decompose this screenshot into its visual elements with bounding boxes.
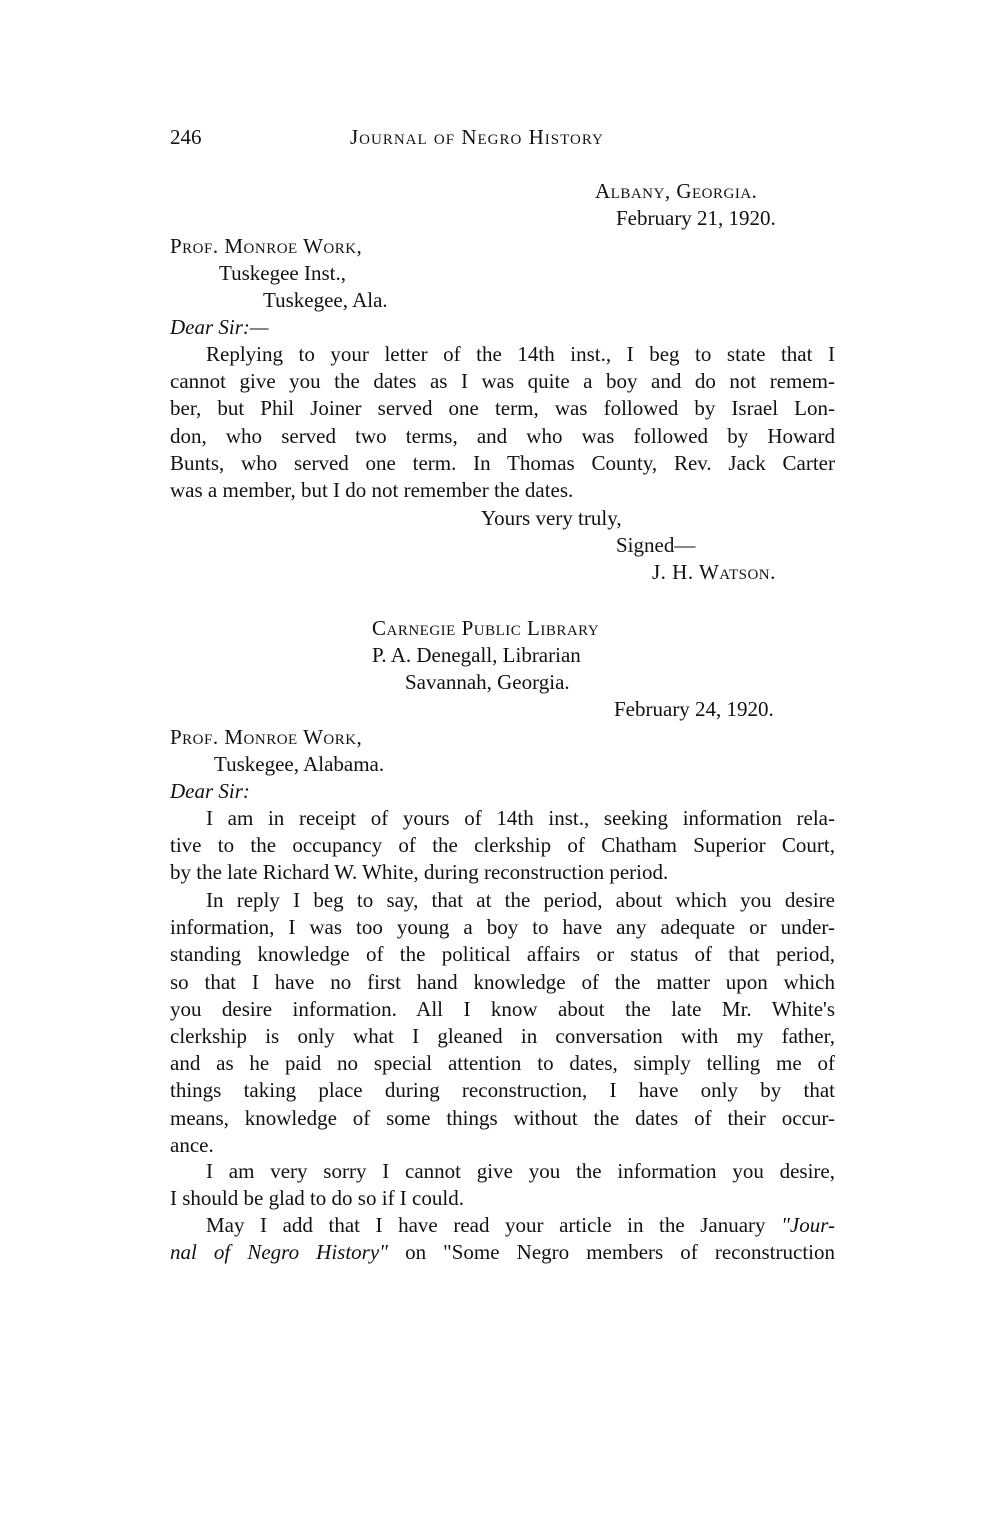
letter1-addressee-name: Prof. Monroe Work, bbox=[170, 234, 363, 258]
letter2-para1-line: tive to the occupancy of the clerkship of Chatham Superior Court, bbox=[170, 833, 835, 858]
running-title: Journal of Negro History bbox=[350, 125, 604, 149]
letter1-body-line: was a member, but I do not remember the dates. bbox=[170, 477, 574, 502]
letter2-para2-line: clerkship is only what I gleaned in conversation with my father, bbox=[170, 1023, 835, 1048]
letter2-paragraph-2 bbox=[170, 887, 835, 1159]
letter2-para4-line bbox=[170, 1212, 835, 1239]
letter2-para2-line: you desire information. All I know about the late Mr. White's bbox=[170, 996, 835, 1021]
letter2-addressee-name: Prof. Monroe Work, bbox=[170, 725, 363, 749]
letter1-body-line: Bunts, who served one term. In Thomas County, Rev. Jack Carter bbox=[170, 450, 835, 475]
letter2-letterhead-name: P. A. Denegall, Librarian bbox=[372, 643, 581, 667]
letter2-addressee-line2: Tuskegee, Alabama. bbox=[214, 752, 385, 776]
letter2-para1-line: by the late Richard W. White, during reconstruction period. bbox=[170, 860, 669, 885]
letter2-para2-line: ance. bbox=[170, 1132, 214, 1157]
letter1-body-line: Replying to your letter of the 14th inst., I beg to state that I bbox=[206, 342, 835, 366]
letter1-addressee-line3: Tuskegee, Ala. bbox=[263, 288, 388, 312]
letter1-closing: Yours very truly, bbox=[481, 506, 622, 530]
letter1-body bbox=[170, 341, 835, 504]
letter2-para2-line: standing knowledge of the political affairs or status of that period, bbox=[170, 942, 835, 967]
letter1-place: Albany, Georgia. bbox=[595, 179, 758, 203]
para4-line2-text: on "Some Negro members of reconstruction bbox=[387, 1240, 835, 1265]
letter2-para1-line: I am in receipt of yours of 14th inst., seeking information rela- bbox=[206, 806, 835, 830]
para4-line2-italic: nal of Negro History" bbox=[170, 1240, 388, 1265]
letter1-body-line: cannot give you the dates as I was quite a boy and do not remem- bbox=[170, 369, 835, 394]
para4-line1-text: May I add that I have read your article in the January bbox=[206, 1213, 782, 1237]
letter2-para2-line: and as he paid no special attention to dates, simply telling me of bbox=[170, 1051, 835, 1076]
letter2-paragraph-1 bbox=[170, 805, 835, 887]
letter2-para3-line: I should be glad to do so if I could. bbox=[170, 1186, 464, 1211]
letter1-addressee-line2: Tuskegee Inst., bbox=[219, 261, 346, 285]
para4-line1-italic: "Jour- bbox=[781, 1213, 835, 1237]
letter2-para2-line: means, knowledge of some things without the dates of their occur- bbox=[170, 1105, 835, 1130]
letter2-salutation: Dear Sir: bbox=[170, 779, 250, 803]
page-number: 246 bbox=[170, 125, 202, 149]
letter2-para2-line: things taking place during reconstruction, I have only by that bbox=[170, 1078, 835, 1103]
letter2-paragraph-3 bbox=[170, 1158, 835, 1212]
letter2-paragraph-4 bbox=[170, 1212, 835, 1266]
letter1-signature: J. H. Watson. bbox=[652, 560, 776, 584]
letter2-date: February 24, 1920. bbox=[614, 697, 774, 721]
letter2-para2-line: In reply I beg to say, that at the period, about which you desire bbox=[206, 888, 835, 912]
letter2-para2-line: so that I have no first hand knowledge of the matter upon which bbox=[170, 969, 835, 994]
letter1-body-line: don, who served two terms, and who was followed by Howard bbox=[170, 423, 835, 448]
letter2-para4-line bbox=[170, 1239, 835, 1266]
letter2-letterhead-org: Carnegie Public Library bbox=[372, 616, 600, 640]
letter1-signed: Signed— bbox=[616, 533, 696, 557]
letter2-para3-line: I am very sorry I cannot give you the information you desire, bbox=[206, 1159, 835, 1183]
letter1-date: February 21, 1920. bbox=[616, 206, 776, 230]
letter2-letterhead-place: Savannah, Georgia. bbox=[405, 670, 570, 694]
letter1-body-line: ber, but Phil Joiner served one term, was followed by Israel Lon- bbox=[170, 396, 835, 421]
letter1-salutation: Dear Sir:— bbox=[170, 315, 269, 339]
letter2-para2-line: information, I was too young a boy to have any adequate or under- bbox=[170, 915, 835, 940]
